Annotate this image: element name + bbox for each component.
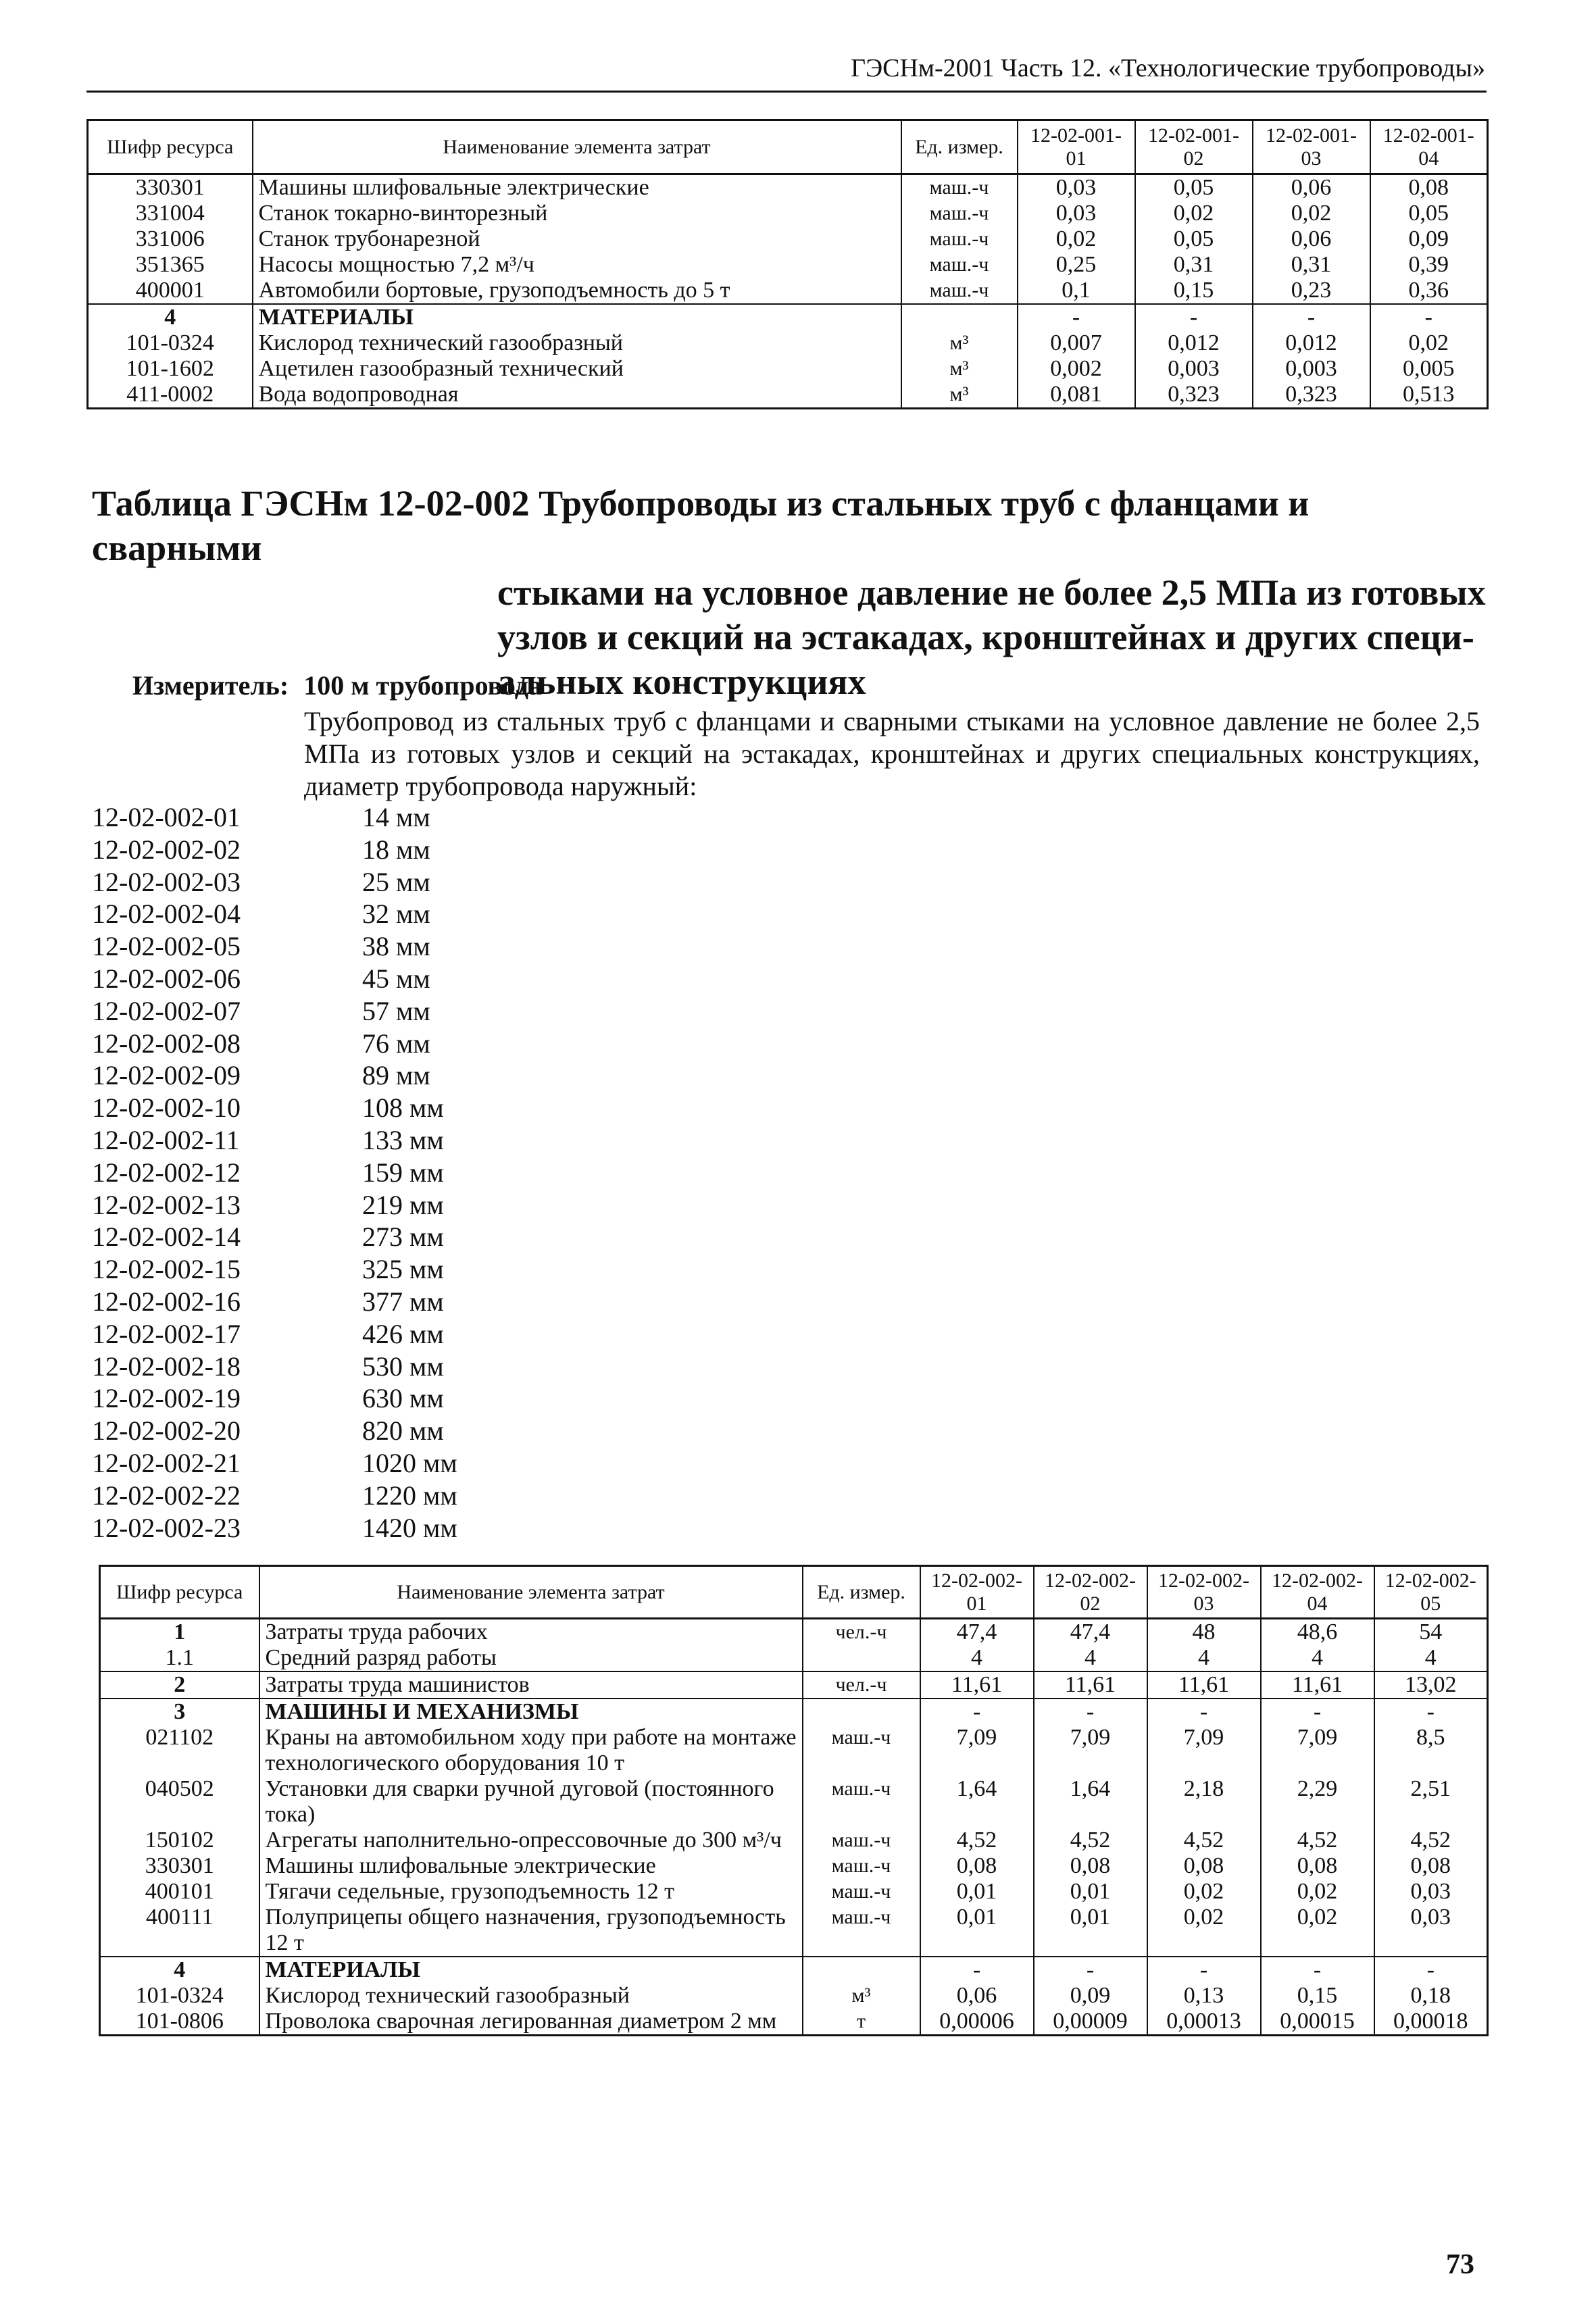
pipe-diameter: 133 мм — [362, 1124, 444, 1155]
resource-name: МАШИНЫ И МЕХАНИЗМЫ — [259, 1699, 803, 1725]
pipe-diameter: 1220 мм — [362, 1480, 457, 1511]
norm-value: 4,52 — [920, 1828, 1034, 1853]
resource-code: 411-0002 — [88, 382, 253, 409]
resource-table-12-02-002 — [99, 1565, 1489, 2036]
norm-value: - — [920, 1957, 1034, 1983]
resource-code: 101-0806 — [100, 2009, 259, 2036]
norm-value: - — [1147, 1957, 1261, 1983]
col-header-name: Наименование элемента затрат — [259, 1566, 803, 1619]
norm-value: 0,012 — [1253, 330, 1370, 356]
norm-value: 4,52 — [1261, 1828, 1374, 1853]
col-header-norm: 12-02-002-02 — [1034, 1566, 1147, 1619]
table-row — [88, 252, 1488, 278]
pipe-diameter: 32 мм — [362, 899, 430, 930]
norm-value: 4 — [1261, 1645, 1374, 1671]
table-row — [100, 1853, 1488, 1879]
code-list-item — [92, 1157, 700, 1189]
pipe-diameter: 25 мм — [362, 866, 430, 897]
norm-value: 0,15 — [1135, 278, 1253, 304]
table-title-line: стыками на условное давление не более 2,5 МПа из готовых — [497, 572, 1486, 613]
resource-table-12-02-001 — [86, 119, 1489, 409]
norm-value: 0,01 — [1034, 1905, 1147, 1957]
norm-value: 0,06 — [1253, 174, 1370, 201]
norm-code: 12-02-002-21 — [92, 1447, 241, 1478]
norm-value: - — [1034, 1699, 1147, 1725]
pipe-diameter: 325 мм — [362, 1254, 444, 1285]
norm-value: 11,61 — [1261, 1671, 1374, 1699]
table-row — [88, 174, 1488, 201]
norm-code: 12-02-002-02 — [92, 834, 241, 865]
resource-unit: маш.-ч — [901, 226, 1018, 252]
resource-unit: маш.-ч — [803, 1828, 920, 1853]
norm-value: 0,03 — [1018, 201, 1135, 226]
norm-value: 0,06 — [1253, 226, 1370, 252]
resource-unit: чел.-ч — [803, 1671, 920, 1699]
code-list-item — [92, 1028, 700, 1060]
resource-unit — [803, 1645, 920, 1671]
pipe-diameter: 1420 мм — [362, 1512, 457, 1543]
norm-value: 0,513 — [1370, 382, 1488, 409]
norm-value: 7,09 — [1034, 1725, 1147, 1776]
norm-value: - — [1374, 1957, 1488, 1983]
norm-value: 0,00013 — [1147, 2009, 1261, 2036]
table-row — [88, 382, 1488, 409]
norm-value: 0,323 — [1135, 382, 1253, 409]
norm-value: 0,02 — [1018, 226, 1135, 252]
resource-name: Вода водопроводная — [253, 382, 901, 409]
pipe-diameter: 426 мм — [362, 1318, 444, 1349]
resource-code: 1.1 — [100, 1645, 259, 1671]
norm-value: 0,18 — [1374, 1983, 1488, 2009]
col-header-norm: 12-02-002-04 — [1261, 1566, 1374, 1619]
norm-value: 4 — [1147, 1645, 1261, 1671]
resource-unit: т — [803, 2009, 920, 2036]
norm-value: 0,03 — [1374, 1905, 1488, 1957]
norm-value: 48,6 — [1261, 1619, 1374, 1646]
resource-name: Насосы мощностью 7,2 м³/ч — [253, 252, 901, 278]
norm-value: 48 — [1147, 1619, 1261, 1646]
resource-code: 400101 — [100, 1879, 259, 1905]
resource-name: Затраты труда рабочих — [259, 1619, 803, 1646]
norm-code: 12-02-002-20 — [92, 1415, 241, 1447]
norm-value: 0,39 — [1370, 252, 1488, 278]
resource-unit: маш.-ч — [901, 201, 1018, 226]
norm-value: 0,05 — [1135, 174, 1253, 201]
norm-value: 1,64 — [1034, 1776, 1147, 1828]
code-list-item — [92, 801, 700, 834]
norm-code: 12-02-002-08 — [92, 1028, 241, 1059]
norm-value: 4 — [1034, 1645, 1147, 1671]
resource-name: Тягачи седельные, грузоподъемность 12 т — [259, 1879, 803, 1905]
table-row — [100, 1905, 1488, 1957]
resource-name: Проволока сварочная легированная диаметром 2 мм — [259, 2009, 803, 2036]
norm-value: 2,29 — [1261, 1776, 1374, 1828]
code-list-item — [92, 1382, 700, 1415]
norm-code: 12-02-002-03 — [92, 866, 241, 897]
norm-value: 0,08 — [1370, 174, 1488, 201]
norm-value: 0,08 — [1147, 1853, 1261, 1879]
resource-unit: м³ — [901, 356, 1018, 382]
norm-value: 4 — [920, 1645, 1034, 1671]
code-list-item — [92, 1447, 700, 1480]
norm-value: 0,081 — [1018, 382, 1135, 409]
col-header-norm: 12-02-001-04 — [1370, 120, 1488, 174]
code-list-item — [92, 995, 700, 1028]
col-header-code: Шифр ресурса — [88, 120, 253, 174]
norm-value: 0,01 — [920, 1879, 1034, 1905]
resource-unit: м³ — [803, 1983, 920, 2009]
norm-value: 13,02 — [1374, 1671, 1488, 1699]
norm-value: 0,02 — [1261, 1905, 1374, 1957]
col-header-norm: 12-02-001-01 — [1018, 120, 1135, 174]
resource-name: Ацетилен газообразный технический — [253, 356, 901, 382]
norm-value: 0,00018 — [1374, 2009, 1488, 2036]
resource-unit: м³ — [901, 382, 1018, 409]
resource-code: 331006 — [88, 226, 253, 252]
resource-unit: маш.-ч — [803, 1853, 920, 1879]
pipe-diameter: 820 мм — [362, 1415, 444, 1447]
code-list-item — [92, 963, 700, 995]
code-list-item — [92, 1059, 700, 1092]
norm-value: 0,02 — [1261, 1879, 1374, 1905]
resource-unit: маш.-ч — [901, 174, 1018, 201]
norm-value: 0,03 — [1018, 174, 1135, 201]
norm-value: 0,01 — [1034, 1879, 1147, 1905]
resource-code: 4 — [88, 304, 253, 330]
resource-name: МАТЕРИАЛЫ — [253, 304, 901, 330]
pipe-diameter: 273 мм — [362, 1222, 444, 1253]
code-list-item — [92, 1286, 700, 1318]
norm-value: 0,31 — [1135, 252, 1253, 278]
table-row — [100, 2009, 1488, 2036]
norm-value: 0,02 — [1370, 330, 1488, 356]
resource-name: Станок трубонарезной — [253, 226, 901, 252]
norm-code: 12-02-002-05 — [92, 931, 241, 962]
resource-code: 101-1602 — [88, 356, 253, 382]
norm-value: 4,52 — [1374, 1828, 1488, 1853]
norm-value: 0,007 — [1018, 330, 1135, 356]
norm-value: 0,323 — [1253, 382, 1370, 409]
resource-unit: маш.-ч — [803, 1879, 920, 1905]
code-list-item — [92, 1124, 700, 1157]
norm-value: - — [1374, 1699, 1488, 1725]
pipe-diameter: 377 мм — [362, 1286, 444, 1317]
resource-name: Полуприцепы общего назначения, грузоподъемность 12 т — [259, 1905, 803, 1957]
pipe-diameter: 76 мм — [362, 1028, 430, 1059]
norm-value: 11,61 — [1147, 1671, 1261, 1699]
table-title-line: Таблица ГЭСНм 12-02-002 Трубопроводы из стальных труб с фланцами и сварными — [92, 483, 1310, 568]
norm-code: 12-02-002-19 — [92, 1383, 241, 1414]
norm-value: 1,64 — [920, 1776, 1034, 1828]
norm-value: 11,61 — [1034, 1671, 1147, 1699]
table-row — [100, 1879, 1488, 1905]
pipe-diameter: 38 мм — [362, 931, 430, 962]
pipe-diameter: 89 мм — [362, 1060, 430, 1091]
page-number: 73 — [1446, 2249, 1474, 2280]
resource-code: 040502 — [100, 1776, 259, 1828]
col-header-norm: 12-02-001-03 — [1253, 120, 1370, 174]
norm-value: 0,05 — [1135, 226, 1253, 252]
table-row — [88, 356, 1488, 382]
col-header-norm: 12-02-001-02 — [1135, 120, 1253, 174]
col-header-unit: Ед. измер. — [803, 1566, 920, 1619]
pipe-diameter: 530 мм — [362, 1351, 444, 1382]
norm-value: 0,15 — [1261, 1983, 1374, 2009]
resource-unit: м³ — [901, 330, 1018, 356]
resource-code: 101-0324 — [88, 330, 253, 356]
table-row — [100, 1699, 1488, 1725]
table-row — [88, 304, 1488, 330]
norm-value: 0,09 — [1034, 1983, 1147, 2009]
norm-value: 0,003 — [1135, 356, 1253, 382]
pipe-diameter: 159 мм — [362, 1157, 444, 1188]
table-row — [100, 1619, 1488, 1646]
norm-code: 12-02-002-11 — [92, 1124, 240, 1155]
resource-code: 4 — [100, 1957, 259, 1983]
norm-code: 12-02-002-07 — [92, 995, 241, 1026]
table-row — [100, 1983, 1488, 2009]
table-row — [100, 1671, 1488, 1699]
resource-code: 400111 — [100, 1905, 259, 1957]
resource-unit: маш.-ч — [901, 278, 1018, 304]
header-rule — [86, 91, 1487, 93]
measure-unit-value: 100 м трубопровода — [303, 670, 542, 701]
norm-value: 0,09 — [1370, 226, 1488, 252]
norm-value: 11,61 — [920, 1671, 1034, 1699]
norm-value: 47,4 — [920, 1619, 1034, 1646]
resource-unit: маш.-ч — [901, 252, 1018, 278]
norm-value: - — [920, 1699, 1034, 1725]
resource-name: Машины шлифовальные электрические — [253, 174, 901, 201]
norm-value: - — [1135, 304, 1253, 330]
resource-name: Агрегаты наполнительно-опрессовочные до 300 м³/ч — [259, 1828, 803, 1853]
norm-code: 12-02-002-18 — [92, 1351, 241, 1382]
table-title-line: альных конструкциях — [497, 661, 866, 702]
norm-code: 12-02-002-10 — [92, 1092, 241, 1124]
norm-value: - — [1370, 304, 1488, 330]
norm-value: 0,002 — [1018, 356, 1135, 382]
col-header-norm: 12-02-002-05 — [1374, 1566, 1488, 1619]
table-row — [100, 1957, 1488, 1983]
norm-code: 12-02-002-17 — [92, 1318, 241, 1349]
norm-value: 0,00006 — [920, 2009, 1034, 2036]
norm-value: 0,00015 — [1261, 2009, 1374, 2036]
norm-code: 12-02-002-14 — [92, 1222, 241, 1253]
col-header-unit: Ед. измер. — [901, 120, 1018, 174]
norm-value: 8,5 — [1374, 1725, 1488, 1776]
resource-name: Средний разряд работы — [259, 1645, 803, 1671]
code-list-item — [92, 1480, 700, 1512]
norm-value: 0,05 — [1370, 201, 1488, 226]
table-row — [100, 1725, 1488, 1776]
code-list-item — [92, 866, 700, 899]
norm-value: - — [1261, 1957, 1374, 1983]
norm-code: 12-02-002-12 — [92, 1157, 241, 1188]
resource-unit — [803, 1699, 920, 1725]
pipe-diameter: 108 мм — [362, 1092, 444, 1124]
code-list-item — [92, 1221, 700, 1253]
code-list-item — [92, 1253, 700, 1286]
code-list-item — [92, 1351, 700, 1383]
code-list-item — [92, 1512, 700, 1544]
pipe-diameter: 18 мм — [362, 834, 430, 865]
norm-value: 0,005 — [1370, 356, 1488, 382]
resource-name: Кислород технический газообразный — [259, 1983, 803, 2009]
resource-name: Затраты труда машинистов — [259, 1671, 803, 1699]
resource-code: 330301 — [88, 174, 253, 201]
resource-code: 330301 — [100, 1853, 259, 1879]
norm-value: 47,4 — [1034, 1619, 1147, 1646]
running-header: ГЭСНм-2001 Часть 12. «Технологические трубопроводы» — [851, 54, 1485, 82]
measure-unit-label: Измеритель: — [132, 670, 289, 701]
code-list-item — [92, 898, 700, 930]
table-row — [88, 278, 1488, 304]
norm-code: 12-02-002-16 — [92, 1286, 241, 1317]
resource-name: МАТЕРИАЛЫ — [259, 1957, 803, 1983]
code-list-item — [92, 1092, 700, 1124]
norm-value: - — [1034, 1957, 1147, 1983]
resource-name: Установки для сварки ручной дуговой (постоянного тока) — [259, 1776, 803, 1828]
resource-name: Кислород технический газообразный — [253, 330, 901, 356]
pipe-diameter: 45 мм — [362, 963, 430, 994]
norm-code: 12-02-002-06 — [92, 963, 241, 994]
resource-unit — [901, 304, 1018, 330]
norm-code: 12-02-002-15 — [92, 1254, 241, 1285]
resource-name: Станок токарно-винторезный — [253, 201, 901, 226]
resource-code: 150102 — [100, 1828, 259, 1853]
table-row — [88, 226, 1488, 252]
pipe-diameter: 1020 мм — [362, 1447, 457, 1478]
norm-value: 0,31 — [1253, 252, 1370, 278]
norm-value: 0,36 — [1370, 278, 1488, 304]
norm-value: 7,09 — [920, 1725, 1034, 1776]
norm-value: - — [1253, 304, 1370, 330]
norm-code: 12-02-002-01 — [92, 802, 241, 832]
resource-code: 021102 — [100, 1725, 259, 1776]
norm-code: 12-02-002-04 — [92, 899, 241, 930]
table-row — [88, 201, 1488, 226]
resource-unit: маш.-ч — [803, 1725, 920, 1776]
code-list-item — [92, 1189, 700, 1222]
norm-code: 12-02-002-13 — [92, 1189, 241, 1220]
norm-value: 0,01 — [920, 1905, 1034, 1957]
norm-code: 12-02-002-23 — [92, 1512, 241, 1543]
resource-code: 101-0324 — [100, 1983, 259, 2009]
resource-code: 2 — [100, 1671, 259, 1699]
code-list-item — [92, 930, 700, 963]
code-list-item — [92, 834, 700, 866]
resource-unit: маш.-ч — [803, 1776, 920, 1828]
resource-code: 400001 — [88, 278, 253, 304]
col-header-code: Шифр ресурса — [100, 1566, 259, 1619]
norm-value: 0,08 — [920, 1853, 1034, 1879]
norm-value: 0,13 — [1147, 1983, 1261, 2009]
pipe-diameter: 630 мм — [362, 1383, 444, 1414]
diameter-code-list — [92, 801, 700, 1544]
resource-code: 3 — [100, 1699, 259, 1725]
norm-value: - — [1147, 1699, 1261, 1725]
norm-value: 2,18 — [1147, 1776, 1261, 1828]
norm-code: 12-02-002-22 — [92, 1480, 241, 1511]
table-description: Трубопровод из стальных труб с фланцами и сварными стыками на условное давление не более 2,5 МПа из готовых узлов и секций на эстакадах, кронштейнах и других специальных конструкциях, диаметр трубопровода наружный: — [304, 706, 1480, 801]
measure-unit — [132, 669, 542, 703]
norm-value: 0,25 — [1018, 252, 1135, 278]
table-row — [88, 330, 1488, 356]
table-row — [100, 1776, 1488, 1828]
norm-value: 0,08 — [1261, 1853, 1374, 1879]
norm-value: 0,02 — [1147, 1879, 1261, 1905]
pipe-diameter: 14 мм — [362, 802, 430, 832]
norm-value: 0,00009 — [1034, 2009, 1147, 2036]
code-list-item — [92, 1415, 700, 1447]
norm-value: 0,012 — [1135, 330, 1253, 356]
pipe-diameter: 57 мм — [362, 995, 430, 1026]
norm-value: 4,52 — [1147, 1828, 1261, 1853]
resource-name: Автомобили бортовые, грузоподъемность до 5 т — [253, 278, 901, 304]
pipe-diameter: 219 мм — [362, 1189, 444, 1220]
norm-value: 7,09 — [1261, 1725, 1374, 1776]
norm-value: 0,08 — [1374, 1853, 1488, 1879]
resource-unit — [803, 1957, 920, 1983]
resource-unit: маш.-ч — [803, 1905, 920, 1957]
resource-name: Машины шлифовальные электрические — [259, 1853, 803, 1879]
norm-value: 0,1 — [1018, 278, 1135, 304]
norm-value: 54 — [1374, 1619, 1488, 1646]
norm-value: 0,003 — [1253, 356, 1370, 382]
resource-code: 1 — [100, 1619, 259, 1646]
table-title-line: узлов и секций на эстакадах, кронштейнах и других специ- — [497, 617, 1474, 657]
norm-value: 0,02 — [1147, 1905, 1261, 1957]
norm-value: 0,02 — [1253, 201, 1370, 226]
col-header-norm: 12-02-002-03 — [1147, 1566, 1261, 1619]
norm-value: 7,09 — [1147, 1725, 1261, 1776]
col-header-norm: 12-02-002-01 — [920, 1566, 1034, 1619]
col-header-name: Наименование элемента затрат — [253, 120, 901, 174]
norm-value: 0,06 — [920, 1983, 1034, 2009]
resource-code: 331004 — [88, 201, 253, 226]
resource-unit: чел.-ч — [803, 1619, 920, 1646]
resource-name: Краны на автомобильном ходу при работе на монтаже технологического оборудования 10 т — [259, 1725, 803, 1776]
norm-value: 0,08 — [1034, 1853, 1147, 1879]
table-row — [100, 1645, 1488, 1671]
norm-value: 2,51 — [1374, 1776, 1488, 1828]
norm-value: 0,02 — [1135, 201, 1253, 226]
norm-value: - — [1018, 304, 1135, 330]
table-row — [100, 1828, 1488, 1853]
norm-value: 4 — [1374, 1645, 1488, 1671]
norm-value: 0,23 — [1253, 278, 1370, 304]
norm-value: - — [1261, 1699, 1374, 1725]
norm-value: 4,52 — [1034, 1828, 1147, 1853]
norm-code: 12-02-002-09 — [92, 1060, 241, 1091]
code-list-item — [92, 1318, 700, 1351]
norm-value: 0,03 — [1374, 1879, 1488, 1905]
resource-code: 351365 — [88, 252, 253, 278]
